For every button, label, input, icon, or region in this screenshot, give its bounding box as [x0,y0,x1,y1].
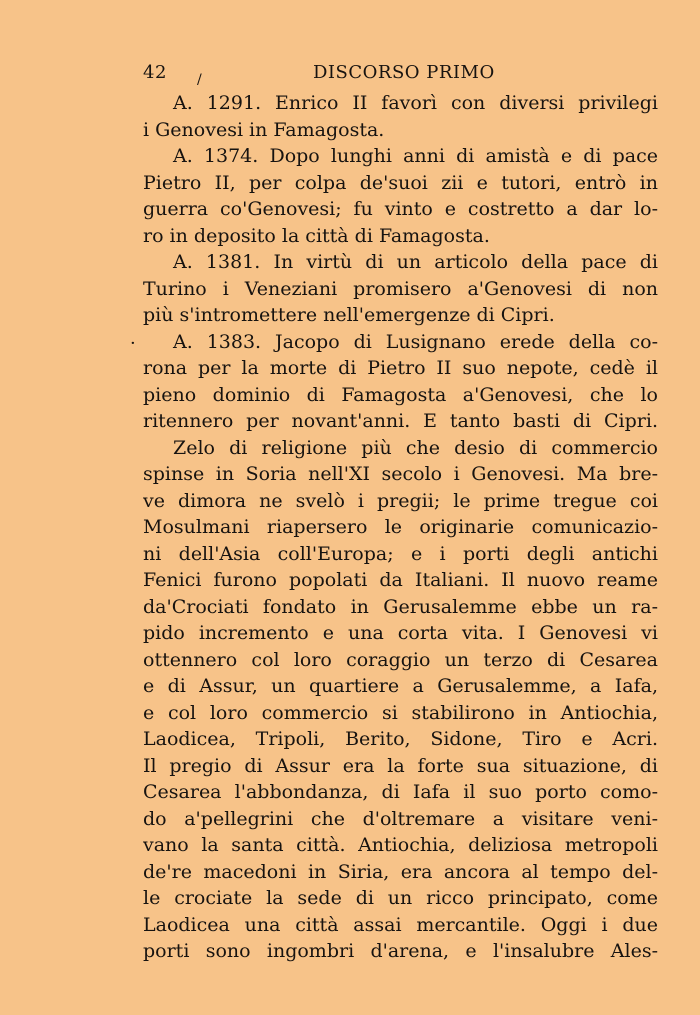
text-line: ni dell'Asia coll'Europa; e i porti degli antichi [143,542,658,565]
text-line: ve dimora ne svelò i pregii; le prime tregue coi [143,489,658,512]
text-line: più s'intromettere nell'emergenze di Cipri. [143,304,555,326]
text-line: Cesarea l'abbondanza, di Iafa il suo porto como- [143,781,658,803]
text-line: porti sono ingombri d'arena, e l'insalubre Ales- [143,940,658,962]
text-line: Fenici furono popolati da Italiani. Il nuovo reame [143,569,658,591]
text-line: Pietro II, per colpa de'suoi zii e tutori, entrò in [143,171,658,194]
page-number: 42 [143,62,167,83]
text-line: ritennero per novant'anni. E tanto basti di Cipri. [143,410,658,432]
text-line: Laodicea, Tripoli, Berito, Sidone, Tiro e Acri. [143,728,658,750]
text-line: A. 1374. Dopo lunghi anni di amistà e di pace [173,145,658,167]
text-line: Laodicea una città assai mercantile. Oggi i due [143,913,658,936]
text-line: da'Crociati fondato in Gerusalemme ebbe un ra- [143,595,658,618]
ink-dot-mark: · [130,333,136,354]
page-header [143,62,658,86]
text-line: guerra co'Genovesi; fu vinto e costretto a dar lo- [143,198,658,220]
text-line: i Genovesi in Famagosta. [143,118,385,141]
text-line: pido incremento e una corta vita. I Genovesi vi [143,622,658,644]
body-text [143,90,658,965]
text-line: pieno dominio di Famagosta a'Genovesi, che lo [143,383,658,406]
running-title: DISCORSO PRIMO [313,62,495,83]
text-line: ro in deposito la città di Famagosta. [143,224,490,247]
text-line: vano la santa città. Antiochia, deliziosa metropoli [143,834,658,856]
text-line: A. 1383. Jacopo di Lusignano erede della co- [173,330,658,353]
text-line: A. 1291. Enrico II favorì con diversi privilegi [173,92,658,114]
text-line: spinse in Soria nell'XI secolo i Genovesi. Ma bre- [143,463,658,485]
text-line: Turino i Veneziani promisero a'Genovesi di non [143,277,658,300]
text-line: Zelo di religione più che desio di commercio [173,436,658,459]
text-line: e di Assur, un quartiere a Gerusalemme, a Iafa, [143,675,658,697]
text-line: e col loro commercio si stabilirono in Antiochia, [143,701,658,724]
text-line: do a'pellegrini che d'oltremare a visitare veni- [143,807,658,830]
text-line: Il pregio di Assur era la forte sua situazione, di [143,754,658,777]
text-line: rona per la morte di Pietro II suo nepote, cedè il [143,357,658,379]
text-line: ottennero col loro coraggio un terzo di Cesarea [143,648,658,671]
text-line: de're macedoni in Siria, era ancora al tempo del- [143,860,658,883]
text-line: le crociate la sede di un ricco principato, come [143,887,658,909]
text-line: Mosulmani riapersero le originarie comunicazio- [143,516,658,538]
text-line: A. 1381. In virtù di un articolo della pace di [173,251,658,273]
ink-slash-mark: / [197,72,202,88]
